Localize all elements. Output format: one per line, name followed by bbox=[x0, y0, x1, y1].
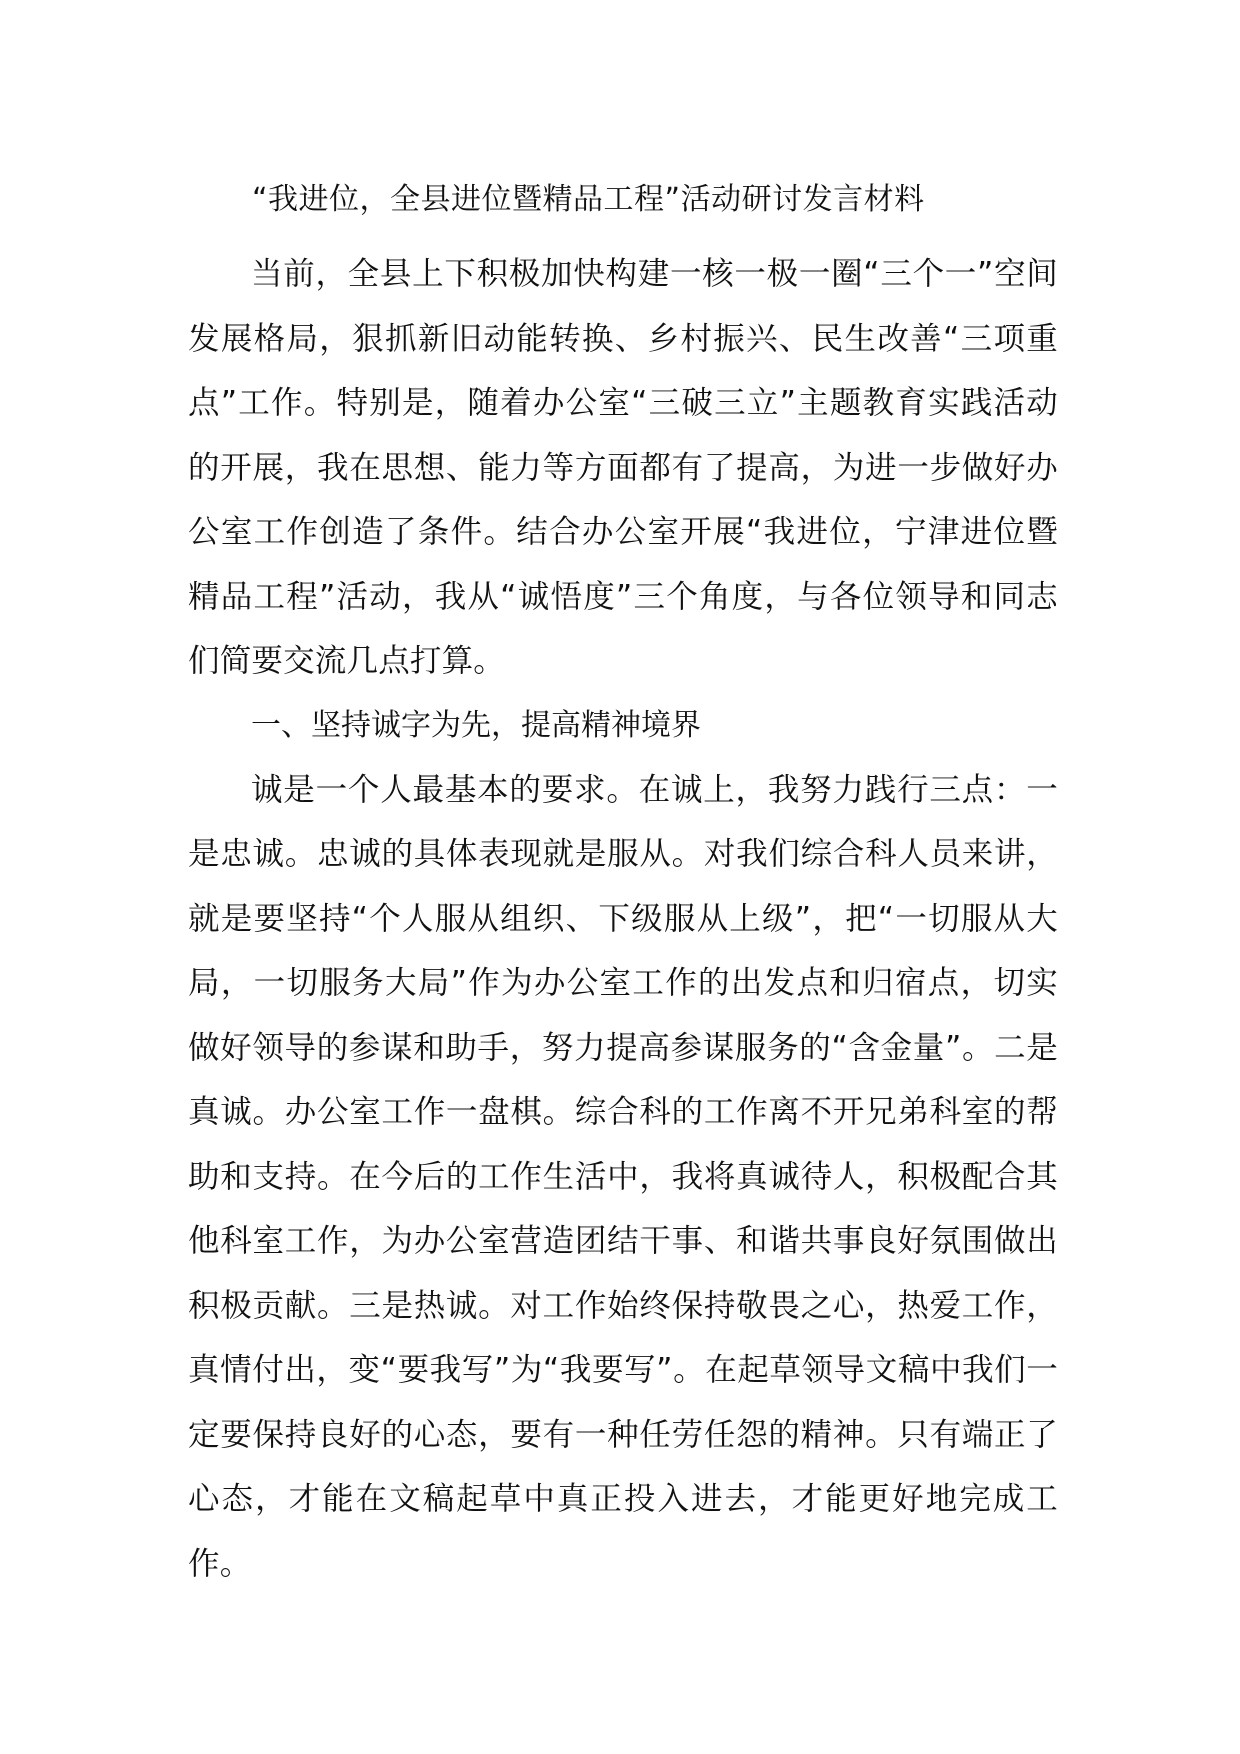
document-page bbox=[188, 172, 1058, 1596]
document-title: “我进位，全县进位暨精品工程”活动研讨发言材料 bbox=[252, 182, 925, 217]
section-body-paragraph: 诚是一个人最基本的要求。在诚上，我努力践行三点：一是忠诚。忠诚的具体表现就是服从。对我们综合科人员来讲，就是要坚持“个人服从组织、下级服从上级”，把“一切服从大局，一切服务大局”作为办公室工作的出发点和归宿点，切实做好领导的参谋和助手，努力提高参谋服务的“含金量”。二是真诚。办公室工作一盘棋。综合科的工作离不开兄弟科室的帮助和支持。在今后的工作生活中，我将真诚待人，积极配合其他科室工作，为办公室营造团结干事、和谐共事良好氛围做出积极贡献。三是热诚。对工作始终保持敬畏之心，热爱工作，真情付出，变“要我写”为“我要写”。在起草领导文稿中我们一定要保持良好的心态，要有一种任劳任怨的精神。只有端正了心态，才能在文稿起草中真正投入进去，才能更好地完成工作。 bbox=[188, 771, 1058, 1582]
intro-paragraph: 当前，全县上下积极加快构建一核一极一圈“三个一”空间发展格局，狠抓新旧动能转换、乡村振兴、民生改善“三项重点”工作。特别是，随着办公室“三破三立”主题教育实践活动的开展，我在思想、能力等方面都有了提高，为进一步做好办公室工作创造了条件。结合办公室开展“我进位，宁津进位暨精品工程”活动，我从“诚悟度”三个角度，与各位领导和同志们简要交流几点打算。 bbox=[188, 256, 1058, 679]
section-heading: 一、坚持诚字为先，提高精神境界 bbox=[251, 707, 701, 743]
